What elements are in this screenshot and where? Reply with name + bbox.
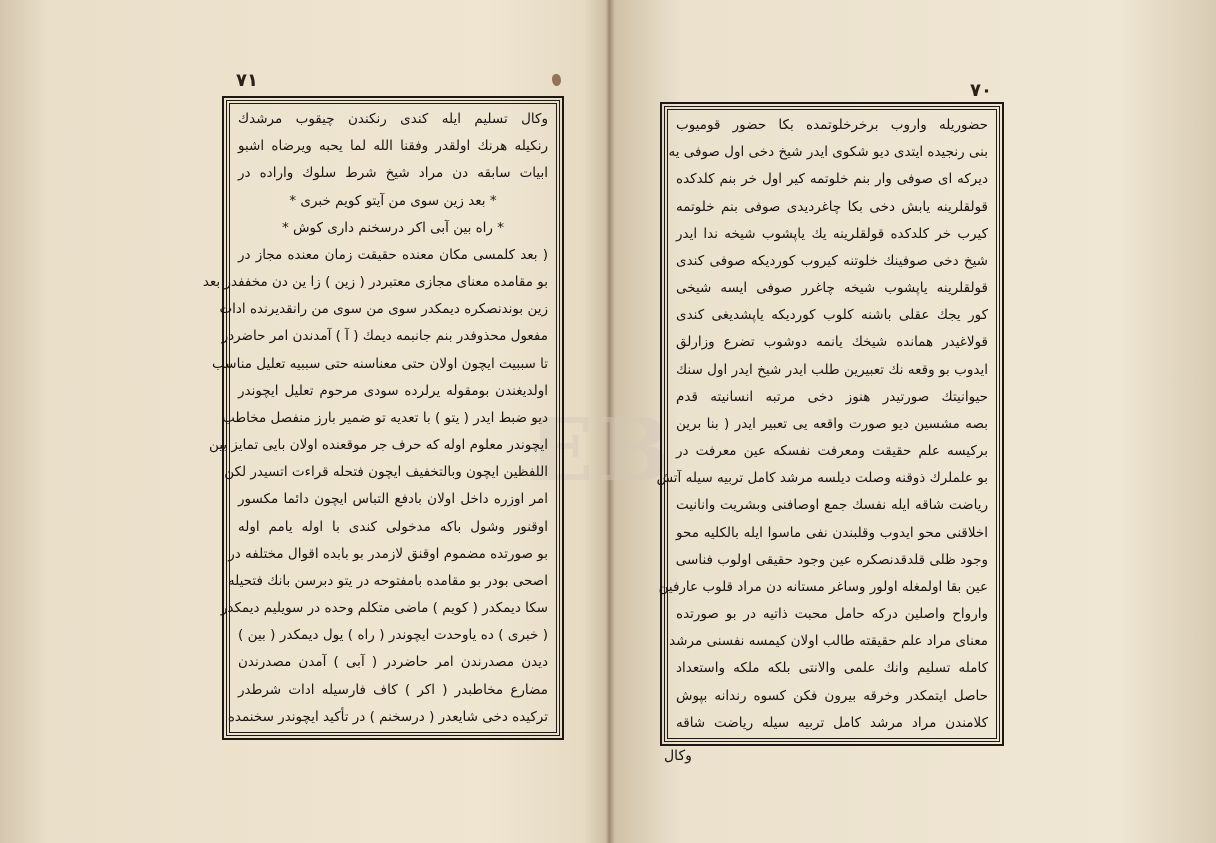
right-page-number: ٧٠ — [970, 80, 992, 101]
text-line: كامله تسليم وانك علمى والانتى بلكه ملكه واستعداد — [676, 660, 988, 677]
text-line: حضوريله واروب برخرخلوتمده بكا حضور قوميوب — [676, 117, 988, 133]
text-line: ديركه اى صوفى وار بنم خلوتمه كير اول خر بنم كلدكده — [676, 171, 988, 188]
text-line: معناى مراد علم حقيقته طالب اولان كيمسه نفسنى مرشد — [669, 633, 988, 650]
text-line: قولاغيدر همانده شيخك يانمه دوشوب تضرع وزارلق — [676, 334, 988, 351]
text-line: قولقلرينه ياپشوب شيخه چاغرر صوفى ايسه شيخى — [676, 280, 988, 297]
text-line: زين بوندنصكره ديمكدر سوى من سوى من رانقديرنده ادات — [219, 301, 548, 318]
right-page — [610, 0, 1216, 843]
text-line: اوقنور وشول باكه مدخولى كندى با اوله يامم اوله — [238, 518, 548, 535]
text-line: اللفظين ايچون وبالتخفيف ايچون فتحله قراءت اتسيدر لكن — [224, 464, 548, 481]
right-text-block — [656, 116, 988, 732]
text-line: بو مقامده معناى مجازى معتبردر ( زين ) زا ين دن مخففدر بعد — [202, 274, 548, 291]
text-line: اولديغندن بومقوله يرلرده سودى مرحوم تعليل ايچوندر — [238, 382, 548, 399]
text-line: وكال تسليم ايله كندى رنكندن چيقوب مرشدك — [238, 111, 548, 127]
text-line: كور يجك عقلى باشنه كلوب كورديكه ياپشديغى كندى — [676, 307, 988, 324]
left-text-frame — [202, 100, 560, 736]
text-line: بصه مشسين ديو صورت واقعه يى تعبير ايدر ( بنا برين — [676, 415, 988, 432]
text-line: كيرب خر كلدكده قولقلرينه يك ياپشوب شيخه ندا ايدر — [676, 225, 988, 242]
text-line: تركيده دخى شايعدر ( درسخنم ) در تأكيد ايچوندر سخنمده — [227, 708, 548, 725]
text-line: بو علملرك ذوقنه وصلت ديلسه مرشد كامل تربيه سيله آتش — [656, 470, 988, 487]
left-text-block — [202, 110, 548, 726]
text-line: حيوانيتك صورتيدر هنوز دخى مرتبه انسانيته قدم — [676, 388, 988, 405]
text-line: ابيات سابقه دن مراد شيخ شرط سلوك واراده در — [238, 165, 548, 182]
text-line: امر اوزره داخل اولان بادفع التباس ايچون دائما مكسور — [238, 491, 548, 508]
text-line: مضارع مخاطبدر ( اكر ) كاف فارسيله ادات شرطدر — [238, 681, 548, 698]
text-line: اخلاقنى محو ايدوب وقلبندن نفى ماسوا ايله بالكليه محو — [676, 524, 988, 541]
text-line: شيخ دخى صوفينك خلوتنه كيروب كورديكه صوفى كندى — [676, 252, 988, 269]
verse-line: * راه بين آبى اكر درسخنم دارى كوش * — [281, 219, 504, 236]
text-line: ( خبرى ) ده ياوحدت ايچوندر ( راه ) يول ديمكدر ( بين ) — [238, 627, 548, 644]
right-text-frame — [656, 106, 1000, 742]
text-line: حاصل ايتمكدر وخرقه بيرون فكن كسوه رندانه بپوش — [676, 687, 988, 704]
text-line: عين بقا اولمغله اولور وساغر مستانه دن مراد قلوب عارفين — [658, 578, 988, 595]
watermark: EB — [528, 400, 675, 501]
text-line: بو صورتده مضموم اوقنق لازمدر بو بابده اقوال مختلفه در — [228, 545, 548, 562]
text-line: اصحى بودر بو مقامده بامفتوحه در يتو دبرسن بانك فتحيله — [227, 572, 548, 589]
text-line: ديدن مصدرندن امر حاضردر ( آبى ) آمدن مصدرندن — [238, 654, 548, 671]
text-line: ايدوب بو وقعه نك تعبيرين طلب ايدر شيخ ايدر اول سنك — [676, 361, 988, 378]
text-line: رنكيله هرنك اولقدر وفقنا الله لما يحبه ويرضاه اشبو — [238, 138, 548, 155]
ink-stain — [552, 74, 561, 86]
text-line: ايچوندر معلوم اوله كه حرف جر موقعنده اولان بايى تمايز بين — [208, 437, 548, 454]
verse-line: * بعد زين سوى من آيتو كويم خبرى * — [289, 192, 497, 209]
text-line: ديو ضبط ايدر ( يتو ) با تعديه تو ضمير بارز منفصل مخاطب — [222, 409, 548, 426]
text-line: ( بعد كلمسى مكان معنده حقيقت زمان معنده مجاز در — [238, 246, 548, 263]
text-line: كلامندن مراد مرشد كامل تربيه سيله رياضت شاقه — [676, 714, 988, 731]
text-line: بركيسه علم حقيقت ومعرفت نفسكه عين معرفت در — [676, 443, 988, 460]
text-line: مفعول محذوفدر بنم جانبمه ديمك ( آ ) آمدندن امر حاضردر — [221, 328, 548, 345]
catchword: وكال — [664, 748, 692, 764]
text-line: وارواح واصلين دركه حامل محبت ذاتيه در بو صورتده — [676, 606, 988, 623]
left-page-number: ٧١ — [236, 70, 258, 91]
text-line: بنى رنجيده ايتدى ديو شكوى ايدر شيخ دخى اول صوفى يه — [668, 144, 988, 161]
text-line: رياضت شاقه ايله نفسك جمع اوصافنى وبشريت وانانيت — [676, 497, 988, 514]
text-line: قولقلرينه يابش دخى بكا چاغرديدى صوفى بنم خلوتمه — [676, 198, 988, 215]
left-page — [0, 0, 606, 843]
text-line: وجود ظلى قلدقدنصكره عين وجود حقيقى اولوب فناسى — [675, 551, 988, 568]
text-line: تا سببيت ايچون اولان حتى معناسنه حتى سببيه تعليل مناسب — [212, 355, 548, 372]
text-line: سكا ديمكدر ( كويم ) ماضى متكلم وحده در سويليم ديمكدر — [220, 600, 548, 617]
